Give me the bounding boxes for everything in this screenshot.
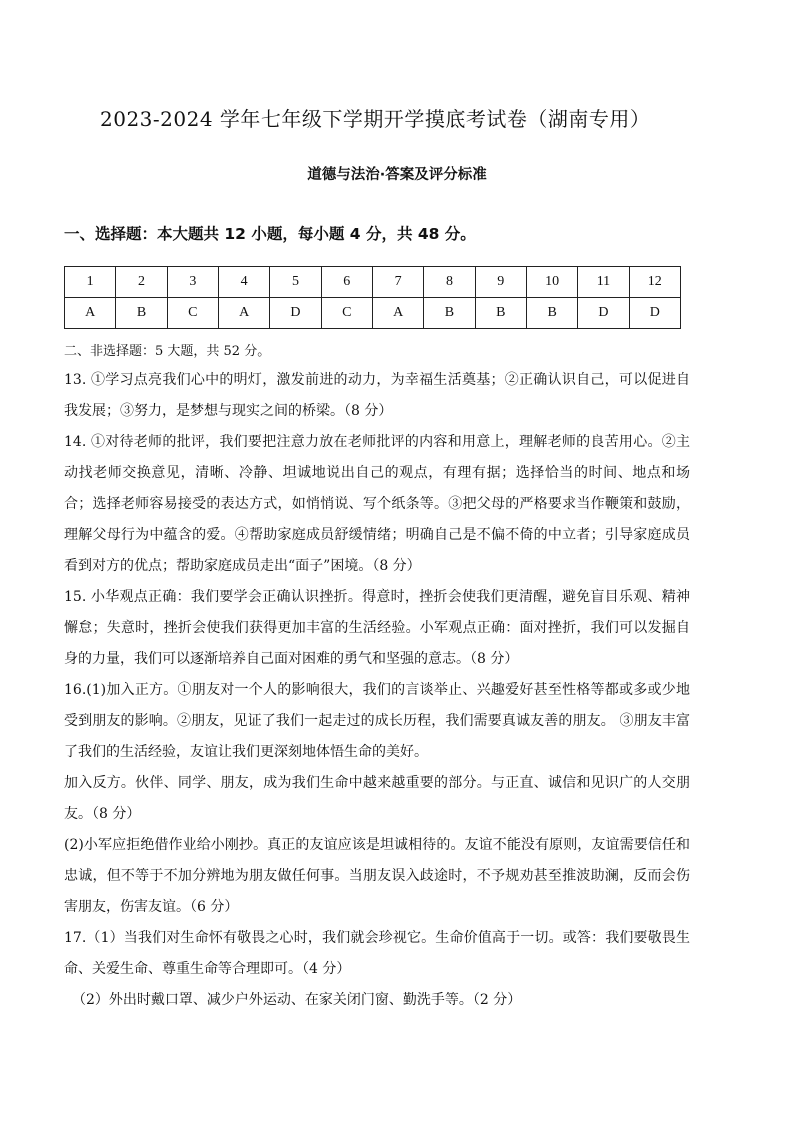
question-number-cell: 8 xyxy=(424,267,475,298)
answer-letter-cell: C xyxy=(321,298,372,329)
answer-letter-cell: B xyxy=(475,298,526,329)
question-number-cell: 6 xyxy=(321,267,372,298)
answer-16-1-con: 加入反方。伙伴、同学、朋友，成为我们生命中越来越重要的部分。与正直、诚信和见识广的人交朋友。（8 分） xyxy=(64,775,690,822)
answer-17-1: 17.（1）当我们对生命怀有敬畏之心时，我们就会珍视它。生命价值高于一切。或答：我们要敬畏生命、关爱生命、尊重生命等合理即可。（4 分） xyxy=(64,930,690,977)
answer-letter-cell: A xyxy=(65,298,116,329)
question-number-cell: 7 xyxy=(372,267,423,298)
question-number-cell: 3 xyxy=(167,267,218,298)
answer-letter-row xyxy=(65,298,681,329)
answer-letter-cell: D xyxy=(270,298,321,329)
document-subtitle: 道德与法治·答案及评分标准 xyxy=(307,167,487,183)
answer-15: 15. 小华观点正确：我们要学会正确认识挫折。得意时，挫折会使我们更清醒，避免盲目乐观、精神懈怠；失意时，挫折会使我们获得更加丰富的生活经验。小军观点正确：面对挫折，我们可以发掘自身的力量，我们可以逐渐培养自己面对困难的勇气和坚强的意志。（8 分） xyxy=(64,589,690,667)
section-1-heading: 一、选择题：本大题共 12 小题，每小题 4 分，共 48 分。 xyxy=(64,225,476,243)
answer-letter-cell: B xyxy=(526,298,577,329)
question-number-cell: 9 xyxy=(475,267,526,298)
question-number-cell: 10 xyxy=(526,267,577,298)
question-number-cell: 1 xyxy=(65,267,116,298)
answer-16-2: (2)小军应拒绝借作业给小刚抄。真正的友谊应该是坦诚相待的。友谊不能没有原则，友谊需要信任和忠诚，但不等于不加分辨地为朋友做任何事。当朋友误入歧途时，不予规劝甚至推波助澜，反而会伤害朋友，伤害友谊。（6 分） xyxy=(64,837,690,915)
question-number-cell: 4 xyxy=(218,267,269,298)
multiple-choice-answer-table xyxy=(64,266,681,329)
question-number-cell: 2 xyxy=(116,267,167,298)
answer-letter-cell: D xyxy=(578,298,629,329)
answer-16-1-pro: 16.(1)加入正方。①朋友对一个人的影响很大，我们的言谈举止、兴趣爱好甚至性格等都或多或少地受到朋友的影响。②朋友，见证了我们一起走过的成长历程，我们需要真诚友善的朋友。 ③朋友丰富了我们的生活经验，友谊让我们更深刻地体悟生命的美好。 xyxy=(64,682,690,760)
answer-letter-cell: B xyxy=(116,298,167,329)
answer-letter-cell: A xyxy=(372,298,423,329)
answer-letter-cell: B xyxy=(424,298,475,329)
essay-answers xyxy=(64,365,690,1016)
document-title: 2023-2024 学年七年级下学期开学摸底考试卷（湖南专用） xyxy=(100,107,651,131)
section-2-heading: 二、非选择题：5 大题，共 52 分。 xyxy=(64,344,271,359)
answer-13: 13. ①学习点亮我们心中的明灯，激发前进的动力，为幸福生活奠基；②正确认识自己，可以促进自我发展；③努力，是梦想与现实之间的桥梁。（8 分） xyxy=(64,372,690,419)
question-number-cell: 11 xyxy=(578,267,629,298)
answer-letter-cell: A xyxy=(218,298,269,329)
answer-letter-cell: D xyxy=(629,298,680,329)
answer-14: 14. ①对待老师的批评，我们要把注意力放在老师批评的内容和用意上，理解老师的良苦用心。②主动找老师交换意见，清晰、冷静、坦诚地说出自己的观点，有理有据；选择恰当的时间、地点和场合；选择老师容易接受的表达方式，如悄悄说、写个纸条等。③把父母的严格要求当作鞭策和鼓励，理解父母行为中蕴含的爱。④帮助家庭成员舒缓情绪；明确自己是不偏不倚的中立者；引导家庭成员看到对方的优点；帮助家庭成员走出“面子”困境。（8 分） xyxy=(64,434,690,574)
answer-letter-cell: C xyxy=(167,298,218,329)
answer-17-2: （2）外出时戴口罩、减少户外运动、在家关闭门窗、勤洗手等。（2 分） xyxy=(72,992,522,1008)
question-number-cell: 5 xyxy=(270,267,321,298)
question-number-row xyxy=(65,267,681,298)
question-number-cell: 12 xyxy=(629,267,680,298)
